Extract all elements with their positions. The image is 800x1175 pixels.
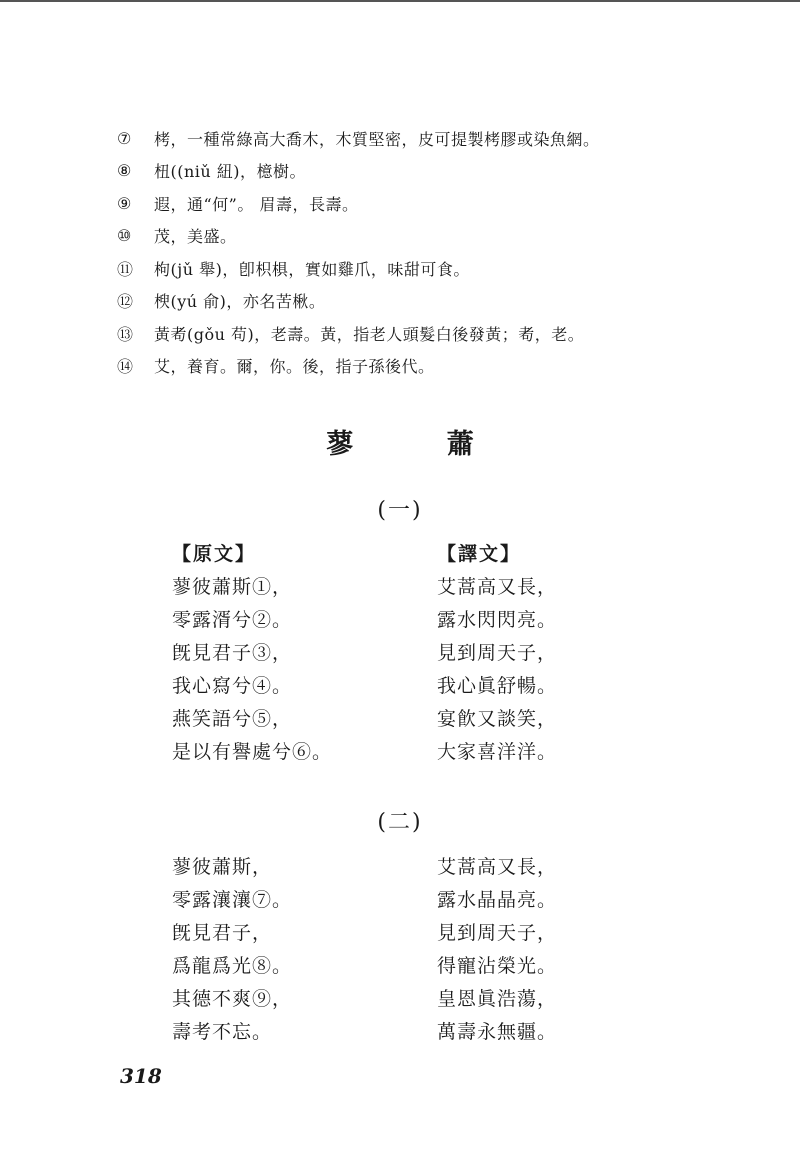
footnote-number: ⑫ xyxy=(117,292,134,312)
translation-line: 露水晶晶亮。 xyxy=(437,889,558,911)
translation-line: 宴飮又談笑， xyxy=(437,708,558,730)
footnote-text: 黃耇(gǒu 苟)，老壽。黃，指老人頭髮白後發黃；耇，老。 xyxy=(154,324,585,344)
poem-line: 旣見君子③， xyxy=(172,642,293,664)
poem-line: 燕笑語兮⑤， xyxy=(172,708,293,730)
stanza-1-original xyxy=(172,538,332,769)
footnote xyxy=(117,317,757,350)
stanza-1-heading: (一) xyxy=(377,498,423,523)
footnote xyxy=(117,187,757,220)
footnote-number: ⑬ xyxy=(117,324,134,344)
footnote-number: ⑧ xyxy=(117,161,132,181)
footnote-text: 艾，養育。爾，你。後，指子孫後代。 xyxy=(154,357,435,377)
footnote-number: ⑩ xyxy=(117,226,132,246)
poem-line: 爲龍爲光⑧。 xyxy=(172,955,293,977)
footnote xyxy=(117,122,757,155)
footnotes xyxy=(117,122,757,382)
poem-line: 旣見君子， xyxy=(172,922,273,944)
poem-title: 蓼 蕭 xyxy=(326,429,516,460)
translation-line: 露水閃閃亮。 xyxy=(437,609,558,631)
poem-line: 其德不爽⑨， xyxy=(172,988,293,1010)
footnote-text: 遐，通“何”。 眉壽，長壽。 xyxy=(154,194,359,214)
stanza-2-translation xyxy=(437,851,557,1049)
poem-line: 零露湑兮②。 xyxy=(172,609,293,631)
translation-line: 艾蒿高又長， xyxy=(437,856,558,878)
footnote-number: ⑨ xyxy=(117,193,132,213)
footnote xyxy=(117,155,757,188)
translation-header: 【譯文】 xyxy=(437,543,522,565)
translation-line: 艾蒿高又長， xyxy=(437,576,558,598)
stanza-2-heading: (二) xyxy=(377,810,423,835)
footnote-text: 栲，一種常綠高大喬木，木質堅密，皮可提製栲膠或染魚網。 xyxy=(154,129,600,149)
poem-line: 零露瀼瀼⑦。 xyxy=(172,889,293,911)
footnote xyxy=(117,285,757,318)
footnote-text: 楰(yú 俞)，亦名苦楸。 xyxy=(154,292,326,312)
top-border-rule xyxy=(0,0,800,2)
footnote-text: 枸(jǔ 舉)，卽枳椇，實如雞爪，味甜可食。 xyxy=(154,259,470,279)
footnote-number: ⑦ xyxy=(117,128,132,148)
translation-line: 見到周天子， xyxy=(437,922,558,944)
original-header: 【原文】 xyxy=(172,543,257,565)
footnote-text: 茂，美盛。 xyxy=(154,227,237,247)
stanza-1-translation xyxy=(437,538,557,769)
translation-line: 得寵沾榮光。 xyxy=(437,955,558,977)
translation-line: 皇恩眞浩蕩， xyxy=(437,988,558,1010)
poem-line: 壽考不忘。 xyxy=(172,1021,273,1043)
stanza-2-original xyxy=(172,851,292,1049)
translation-line: 見到周天子， xyxy=(437,642,558,664)
footnote-number: ⑭ xyxy=(117,357,134,377)
footnote-number: ⑪ xyxy=(117,259,134,279)
footnote xyxy=(117,220,757,253)
poem-line: 蓼彼蕭斯， xyxy=(172,856,273,878)
poem-line: 是以有譽處兮⑥。 xyxy=(172,741,333,763)
poem-line: 我心寫兮④。 xyxy=(172,675,293,697)
page-number: 318 xyxy=(120,1064,162,1088)
translation-line: 我心眞舒暢。 xyxy=(437,675,558,697)
poem-line: 蓼彼蕭斯①， xyxy=(172,576,293,598)
footnote xyxy=(117,252,757,285)
translation-line: 萬壽永無疆。 xyxy=(437,1021,558,1043)
footnote xyxy=(117,350,757,383)
footnote-text: 杻((niǔ 紐)，檍樹。 xyxy=(154,162,307,182)
translation-line: 大家喜洋洋。 xyxy=(437,741,558,763)
